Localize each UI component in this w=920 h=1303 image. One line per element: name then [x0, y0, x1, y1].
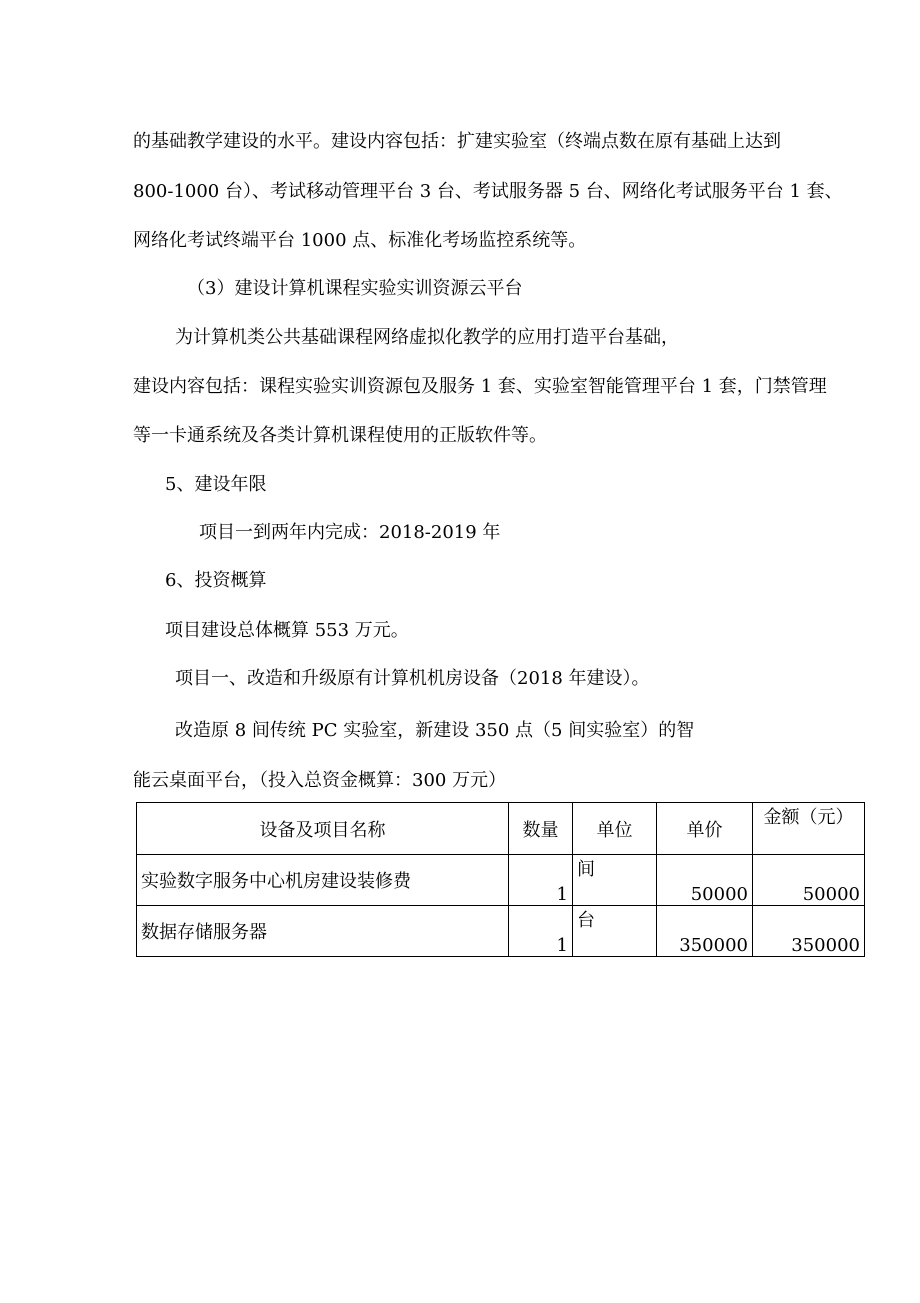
header-quantity: 数量	[509, 803, 573, 855]
cell-amount: 350000	[753, 906, 865, 957]
paragraph-line-7: 等一卡通系统及各类计算机课程使用的正版软件等。	[133, 425, 547, 446]
cell-unit: 间	[573, 855, 657, 906]
cell-item-name: 数据存储服务器	[137, 906, 509, 957]
paragraph-line-11: 项目建设总体概算 553 万元。	[165, 620, 409, 641]
header-item-name: 设备及项目名称	[137, 803, 509, 855]
paragraph-line-12: 项目一、改造和升级原有计算机机房设备（2018 年建设）。	[175, 668, 650, 689]
cell-amount: 50000	[753, 855, 865, 906]
paragraph-line-6: 建设内容包括：课程实验实训资源包及服务 1 套、实验室智能管理平台 1 套，门禁管理	[133, 376, 827, 397]
paragraph-line-1: 的基础教学建设的水平。建设内容包括：扩建实验室（终端点数在原有基础上达到	[133, 131, 781, 152]
header-unit: 单位	[573, 803, 657, 855]
header-unit-price: 单价	[657, 803, 753, 855]
section-heading-5: 5、建设年限	[165, 474, 267, 495]
cell-unit: 台	[573, 906, 657, 957]
paragraph-line-5: 为计算机类公共基础课程网络虚拟化教学的应用打造平台基础，	[175, 327, 679, 348]
table-row	[137, 855, 865, 906]
cell-quantity: 1	[509, 906, 573, 957]
table-header-row	[137, 803, 865, 855]
paragraph-line-2: 800-1000 台）、考试移动管理平台 3 台、考试服务器 5 台、网络化考试服务平台 1 套、	[133, 181, 843, 202]
paragraph-line-9: 项目一到两年内完成：2018-2019 年	[199, 522, 501, 543]
cell-item-name: 实验数字服务中心机房建设装修费	[137, 855, 509, 906]
cell-unit-price: 50000	[657, 855, 753, 906]
section-heading-6: 6、投资概算	[165, 570, 267, 591]
budget-table	[136, 802, 865, 957]
paragraph-line-13: 改造原 8 间传统 PC 实验室，新建设 350 点（5 间实验室）的智	[175, 720, 695, 741]
section-heading-3: （3）建设计算机课程实验实训资源云平台	[187, 278, 523, 299]
paragraph-line-3: 网络化考试终端平台 1000 点、标准化考场监控系统等。	[133, 230, 587, 251]
paragraph-line-14: 能云桌面平台，（投入总资金概算：300 万元）	[133, 770, 507, 791]
cell-unit-price: 350000	[657, 906, 753, 957]
table-row	[137, 906, 865, 957]
header-amount: 金额（元）	[753, 803, 865, 855]
cell-quantity: 1	[509, 855, 573, 906]
